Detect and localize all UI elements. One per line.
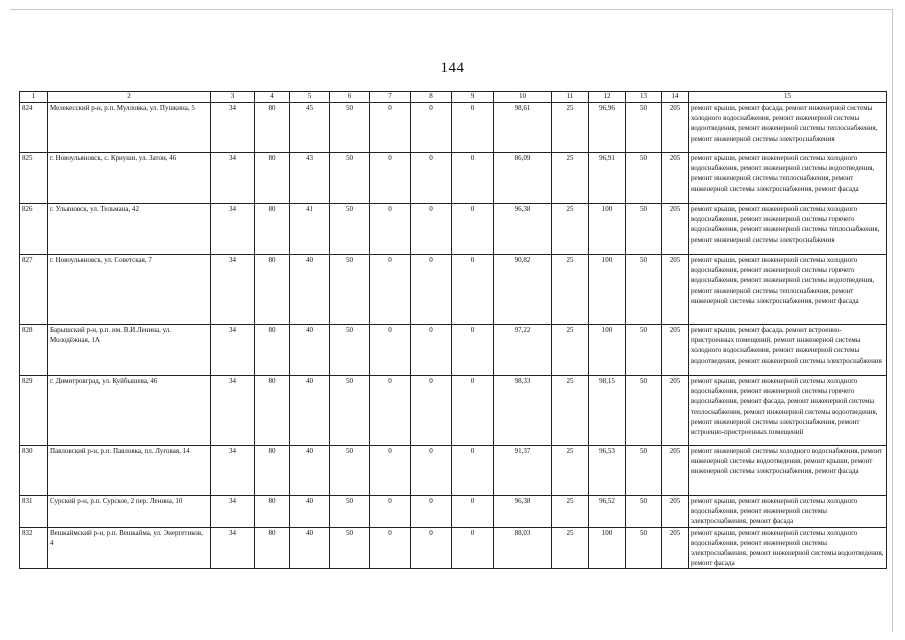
table-row (20, 527, 887, 569)
cell-col-14: 205 (662, 376, 689, 446)
table-row (20, 446, 887, 496)
cell-col-4: 80 (255, 204, 290, 255)
cell-col-10: 88,03 (494, 527, 552, 569)
cell-col-11: 25 (552, 255, 589, 325)
cell-row-number: 825 (20, 153, 48, 204)
cell-col-7: 0 (370, 255, 411, 325)
cell-col-3: 34 (211, 376, 255, 446)
cell-col-6: 50 (330, 376, 370, 446)
cell-row-number: 830 (20, 446, 48, 496)
cell-repair-works: ремонт крыши, ремонт инженерной системы холодного водоснабжения, ремонт инженерной системы горячего водоснабжения, ремонт фасада, ремонт инженерной системы теплоснабжения, ремонт инженерной системы водоотведения, ремонт инженерной системы электроснабжения, ремонт встроенно-пристроенных помещений (689, 376, 887, 446)
cell-col-6: 50 (330, 446, 370, 496)
cell-repair-works: ремонт крыши, ремонт инженерной системы холодного водоснабжения, ремонт инженерной системы электроснабжения, ремонт инженерной системы водоотведения, ремонт фасада (689, 527, 887, 569)
cell-col-14: 205 (662, 103, 689, 153)
cell-col-7: 0 (370, 496, 411, 528)
cell-col-13: 50 (626, 376, 662, 446)
cell-col-10: 86,09 (494, 153, 552, 204)
cell-col-8: 0 (411, 103, 452, 153)
cell-col-5: 45 (290, 103, 330, 153)
cell-col-3: 34 (211, 103, 255, 153)
cell-col-11: 25 (552, 153, 589, 204)
cell-col-6: 50 (330, 103, 370, 153)
cell-col-4: 80 (255, 153, 290, 204)
cell-col-8: 0 (411, 153, 452, 204)
cell-col-7: 0 (370, 376, 411, 446)
cell-col-9: 0 (452, 376, 494, 446)
cell-col-6: 50 (330, 496, 370, 528)
cell-address: г. Новоульяновск, с. Криуши, ул. Затон, 46 (48, 153, 211, 204)
cell-col-4: 80 (255, 325, 290, 376)
cell-col-8: 0 (411, 527, 452, 569)
cell-col-14: 205 (662, 204, 689, 255)
cell-repair-works: ремонт крыши, ремонт инженерной системы холодного водоснабжения, ремонт инженерной системы водоотведения, ремонт инженерной системы теплоснабжения, ремонт инженерной системы электроснабжения, ремонт фасада (689, 153, 887, 204)
cell-col-4: 80 (255, 446, 290, 496)
cell-col-9: 0 (452, 325, 494, 376)
table-body (20, 103, 887, 569)
cell-col-13: 50 (626, 527, 662, 569)
cell-col-14: 205 (662, 325, 689, 376)
cell-address: г. Новоульяновск, ул. Советская, 7 (48, 255, 211, 325)
column-header-8: 8 (411, 92, 452, 103)
cell-col-13: 50 (626, 496, 662, 528)
cell-col-13: 50 (626, 153, 662, 204)
cell-col-11: 25 (552, 527, 589, 569)
cell-col-11: 25 (552, 376, 589, 446)
cell-col-4: 80 (255, 103, 290, 153)
cell-address: Вешкаймский р-н, р.п. Вешкайма, ул. Энергетиков, 4 (48, 527, 211, 569)
column-header-15: 15 (689, 92, 887, 103)
cell-col-10: 98,61 (494, 103, 552, 153)
cell-col-5: 40 (290, 255, 330, 325)
cell-col-12: 100 (589, 255, 626, 325)
cell-col-13: 50 (626, 325, 662, 376)
cell-col-13: 50 (626, 255, 662, 325)
cell-address: Павловский р-н, р.п. Павловка, пл. Луговая, 14 (48, 446, 211, 496)
cell-col-9: 0 (452, 496, 494, 528)
cell-col-6: 50 (330, 325, 370, 376)
cell-col-3: 34 (211, 496, 255, 528)
cell-repair-works: ремонт крыши, ремонт инженерной системы холодного водоснабжения, ремонт инженерной системы горячего водоснабжения, ремонт инженерной системы водоотведения, ремонт инженерной системы теплоснабжения, ремонт инженерной системы электроснабжения, ремонт фасада (689, 255, 887, 325)
cell-row-number: 824 (20, 103, 48, 153)
column-header-14: 14 (662, 92, 689, 103)
cell-col-12: 100 (589, 204, 626, 255)
table-row (20, 204, 887, 255)
repair-registry-table (19, 91, 887, 569)
cell-col-5: 40 (290, 446, 330, 496)
cell-row-number: 826 (20, 204, 48, 255)
cell-col-8: 0 (411, 376, 452, 446)
cell-address: г. Ульяновск, ул. Тельмана, 42 (48, 204, 211, 255)
cell-row-number: 832 (20, 527, 48, 569)
cell-col-5: 43 (290, 153, 330, 204)
column-header-10: 10 (494, 92, 552, 103)
cell-col-3: 34 (211, 255, 255, 325)
cell-col-3: 34 (211, 446, 255, 496)
cell-col-5: 40 (290, 325, 330, 376)
cell-address: Сурский р-н, р.п. Сурское, 2 пер. Ленина, 10 (48, 496, 211, 528)
cell-col-11: 25 (552, 325, 589, 376)
column-header-6: 6 (330, 92, 370, 103)
cell-col-6: 50 (330, 153, 370, 204)
table-row (20, 325, 887, 376)
cell-col-11: 25 (552, 496, 589, 528)
cell-col-13: 50 (626, 446, 662, 496)
cell-col-7: 0 (370, 153, 411, 204)
cell-row-number: 827 (20, 255, 48, 325)
cell-col-5: 40 (290, 376, 330, 446)
column-header-7: 7 (370, 92, 411, 103)
cell-col-14: 205 (662, 153, 689, 204)
page-number: 144 (440, 60, 465, 76)
cell-col-9: 0 (452, 103, 494, 153)
cell-col-3: 34 (211, 325, 255, 376)
cell-col-9: 0 (452, 527, 494, 569)
cell-col-5: 40 (290, 496, 330, 528)
cell-col-14: 205 (662, 446, 689, 496)
cell-col-14: 205 (662, 255, 689, 325)
cell-repair-works: ремонт крыши, ремонт фасада, ремонт встроенно-пристроенных помещений, ремонт инженерной системы холодного водоснабжения, ремонт инженерной системы водоотведения, ремонт инженерной системы электроснабжения (689, 325, 887, 376)
cell-col-5: 40 (290, 527, 330, 569)
cell-repair-works: ремонт крыши, ремонт фасада, ремонт инженерной системы холодного водоснабжения, ремонт инженерной системы водоотведения, ремонт инженерной системы теплоснабжения, ремонт инженерной системы электроснабжения (689, 103, 887, 153)
header-row (20, 92, 887, 103)
cell-col-8: 0 (411, 446, 452, 496)
cell-col-14: 205 (662, 496, 689, 528)
cell-col-12: 96,52 (589, 496, 626, 528)
cell-col-12: 98,15 (589, 376, 626, 446)
table-row (20, 153, 887, 204)
cell-col-3: 34 (211, 204, 255, 255)
table-row (20, 376, 887, 446)
cell-col-7: 0 (370, 204, 411, 255)
cell-col-6: 50 (330, 527, 370, 569)
cell-col-9: 0 (452, 204, 494, 255)
cell-col-11: 25 (552, 446, 589, 496)
column-header-9: 9 (452, 92, 494, 103)
column-header-1: 1 (20, 92, 48, 103)
cell-col-11: 25 (552, 204, 589, 255)
column-header-5: 5 (290, 92, 330, 103)
cell-col-3: 34 (211, 527, 255, 569)
cell-col-12: 100 (589, 527, 626, 569)
column-header-3: 3 (211, 92, 255, 103)
column-header-12: 12 (589, 92, 626, 103)
cell-address: Мелекесский р-н, р.п. Мулловка, ул. Пушкина, 5 (48, 103, 211, 153)
cell-repair-works: ремонт инженерной системы холодного водоснабжения, ремонт инженерной системы водоотведения, ремонт крыши, ремонт инженерной системы электроснабжения, ремонт фасада (689, 446, 887, 496)
cell-row-number: 828 (20, 325, 48, 376)
cell-repair-works: ремонт крыши, ремонт инженерной системы холодного водоснабжения, ремонт инженерной системы горячего водоснабжения, ремонт инженерной системы теплоснабжения, ремонт инженерной системы электроснабжения (689, 204, 887, 255)
column-header-2: 2 (48, 92, 211, 103)
cell-col-7: 0 (370, 446, 411, 496)
column-header-11: 11 (552, 92, 589, 103)
cell-col-10: 96,38 (494, 496, 552, 528)
cell-col-12: 100 (589, 325, 626, 376)
cell-col-9: 0 (452, 153, 494, 204)
cell-col-4: 80 (255, 255, 290, 325)
cell-col-10: 97,22 (494, 325, 552, 376)
cell-col-12: 96,96 (589, 103, 626, 153)
cell-col-6: 50 (330, 204, 370, 255)
cell-col-5: 41 (290, 204, 330, 255)
cell-col-6: 50 (330, 255, 370, 325)
cell-col-4: 80 (255, 496, 290, 528)
table-row (20, 255, 887, 325)
cell-col-8: 0 (411, 496, 452, 528)
cell-col-7: 0 (370, 527, 411, 569)
cell-col-9: 0 (452, 446, 494, 496)
cell-row-number: 829 (20, 376, 48, 446)
cell-col-10: 91,37 (494, 446, 552, 496)
cell-col-8: 0 (411, 325, 452, 376)
column-header-4: 4 (255, 92, 290, 103)
cell-col-14: 205 (662, 527, 689, 569)
cell-col-12: 96,91 (589, 153, 626, 204)
cell-row-number: 831 (20, 496, 48, 528)
cell-col-8: 0 (411, 204, 452, 255)
cell-col-7: 0 (370, 103, 411, 153)
cell-col-7: 0 (370, 325, 411, 376)
cell-col-8: 0 (411, 255, 452, 325)
cell-col-13: 50 (626, 103, 662, 153)
cell-col-10: 96,38 (494, 204, 552, 255)
table-row (20, 496, 887, 528)
cell-address: г. Димитровград, ул. Куйбышева, 46 (48, 376, 211, 446)
cell-col-4: 80 (255, 376, 290, 446)
cell-col-3: 34 (211, 153, 255, 204)
table-row (20, 103, 887, 153)
cell-col-13: 50 (626, 204, 662, 255)
cell-repair-works: ремонт крыши, ремонт инженерной системы холодного водоснабжения, ремонт инженерной системы электроснабжения, ремонт фасада (689, 496, 887, 528)
cell-col-10: 98,33 (494, 376, 552, 446)
cell-col-9: 0 (452, 255, 494, 325)
cell-col-12: 96,53 (589, 446, 626, 496)
cell-col-4: 80 (255, 527, 290, 569)
cell-col-10: 90,82 (494, 255, 552, 325)
cell-col-11: 25 (552, 103, 589, 153)
column-header-13: 13 (626, 92, 662, 103)
cell-address: Барышский р-н, р.п. им. В.И.Ленина, ул. Молодёжная, 1А (48, 325, 211, 376)
